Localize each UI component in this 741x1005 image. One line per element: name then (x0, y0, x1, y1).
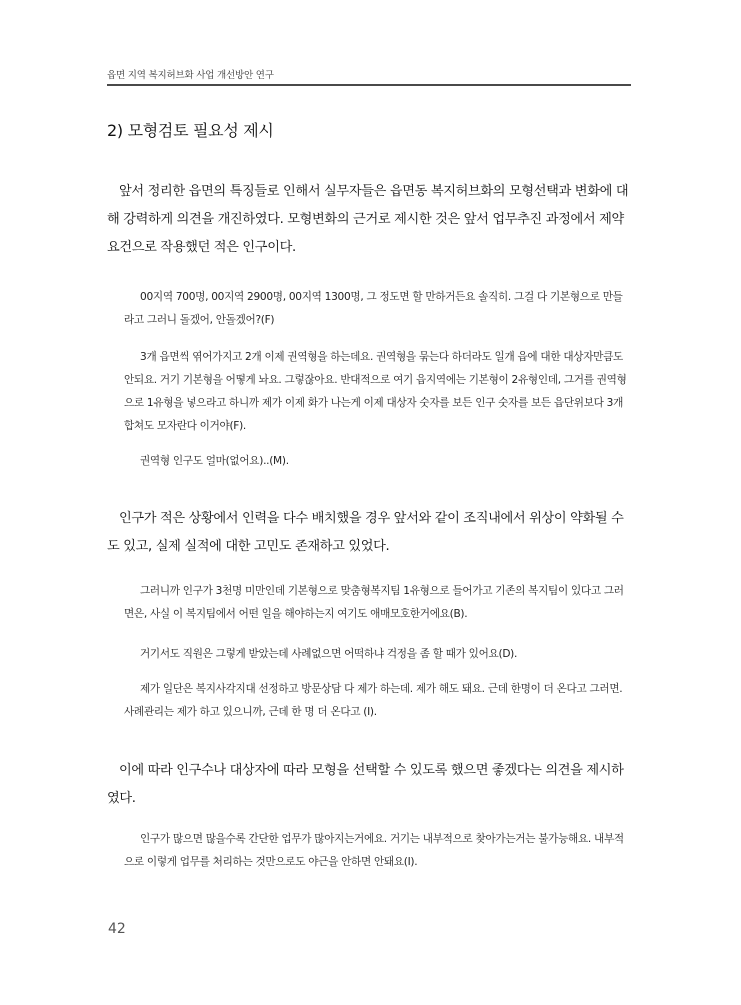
interview-quote-5: 거기서도 직원은 그렇게 받았는데 사례없으면 어떡하냐 걱정을 좀 할 때가 있어요(D). (140, 648, 518, 660)
body-paragraph-2: 인구가 적은 상황에서 인력을 다수 배치했을 경우 앞서와 같이 조직내에서 위상이 약화될 수도 있고, 실제 실적에 대한 고민도 존재하고 있었다. (107, 511, 624, 554)
header-divider (107, 84, 631, 86)
interview-quote-1: 00지역 700명, 00지역 2900명, 00지역 1300명, 그 정도면 할 만하거든요 솔직히. 그걸 다 기본형으로 만들라고 그러니 돌겠어, 안돌겠어?(F) (124, 291, 623, 326)
interview-quote-3: 권역형 인구도 얼마(없어요)..(M). (140, 455, 289, 467)
interview-quote-4: 그러니까 인구가 3천명 미만인데 기본형으로 맞춤형복지팀 1유형으로 들어가고 기존의 복지팀이 있다고 그러면은, 사실 이 복지팀에서 어떤 일을 해야하는지 여기도 애매모호한거에요(B). (124, 585, 624, 620)
interview-quote-2: 3개 읍면씩 엮어가지고 2개 이제 권역형을 하는데요. 권역형을 묶는다 하더라도 일개 읍에 대한 대상자만큼도 안되요. 거기 기본형을 어떻게 놔요. 그렇잖아요. 반대적으로 여기 읍지역에는 기본형이 2유형인데, 그거를 권역형으로 1유형을 넣으라고 하니까 제가 이제 화가 나는게 이제 대상자 숫자를 보든 인구 숫자를 보든 읍단위보다 3개 합쳐도 모자란다 이거야(F). (124, 351, 627, 432)
body-paragraph-1: 앞서 정리한 읍면의 특징들로 인해서 실무자들은 읍면동 복지허브화의 모형선택과 변화에 대해 강력하게 의견을 개진하였다. 모형변화의 근거로 제시한 것은 앞서 업무추진 과정에서 제약요건으로 작용했던 적은 인구이다. (107, 184, 629, 255)
page-number: 42 (108, 921, 126, 937)
body-paragraph-3: 이에 따라 인구수나 대상자에 따라 모형을 선택할 수 있도록 했으면 좋겠다는 의견을 제시하였다. (107, 763, 624, 806)
section-title: 2) 모형검토 필요성 제시 (107, 121, 274, 140)
interview-quote-7: 인구가 많으면 많을수록 간단한 업무가 많아지는거에요. 거기는 내부적으로 찾아가는거는 불가능해요. 내부적으로 이렇게 업무를 처리하는 것만으로도 야근을 안하면 안돼요(I). (124, 833, 624, 868)
running-header: 읍면 지역 복지허브화 사업 개선방안 연구 (107, 70, 274, 81)
interview-quote-6: 제가 일단은 복지사각지대 선정하고 방문상담 다 제가 하는데. 제가 해도 돼요. 근데 한명이 더 온다고 그러면. 사례관리는 제가 하고 있으니까, 근데 한 명 더 온다고 (I). (124, 683, 623, 718)
